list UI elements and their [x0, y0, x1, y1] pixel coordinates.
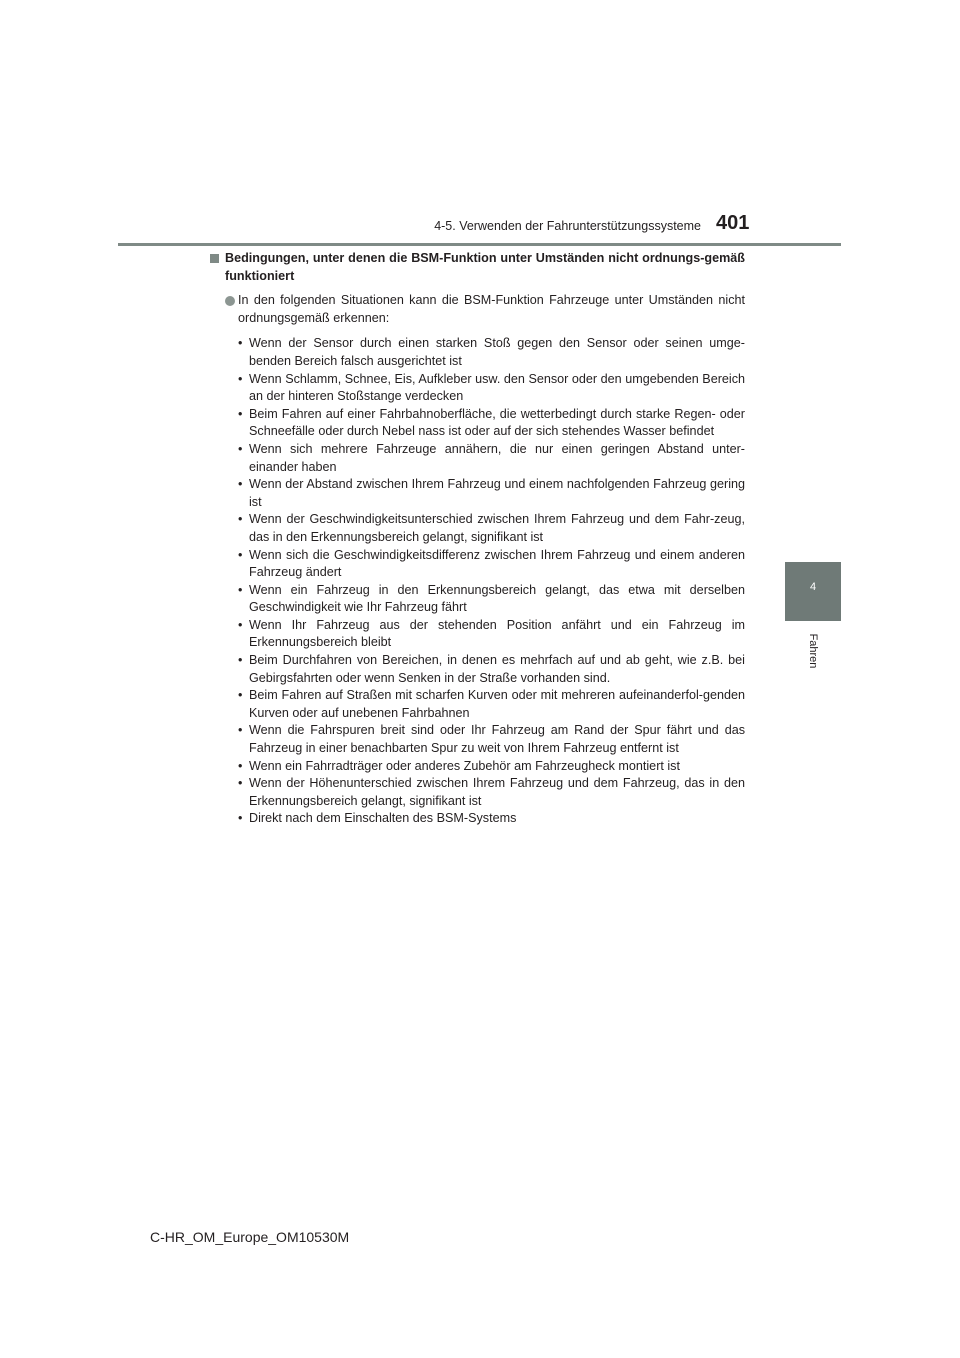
list-item: • Wenn der Höhenunterschied zwischen Ihrem Fahrzeug und dem Fahrzeug, das in den Erkennungsbereich gelangt, signifikant ist	[238, 776, 745, 808]
list-item: • Beim Durchfahren von Bereichen, in denen es mehrfach auf und ab geht, wie z.B. bei Gebirgsfahrten oder wenn Senken in der Straße vorhanden sind.	[238, 653, 745, 685]
chapter-label: Fahren	[807, 633, 819, 669]
round-bullet-icon	[225, 296, 235, 306]
chapter-number: 4	[809, 581, 817, 593]
list-item: • Wenn Ihr Fahrzeug aus der stehenden Position anfährt und ein Fahrzeug im Erkennungsbereich bleibt	[238, 617, 745, 650]
section-title: 4-5. Verwenden der Fahrunterstützungssysteme	[434, 219, 701, 233]
list-item: • Direkt nach dem Einschalten des BSM-Systems	[238, 811, 517, 826]
list-item: • Beim Fahren auf einer Fahrbahnoberfläche, die wetterbedingt durch starke Regen- oder Schneefälle oder durch Nebel nass ist oder auf der sich stehendes Wasser befindet	[238, 406, 745, 439]
section-heading	[210, 250, 745, 285]
section-heading-text: Bedingungen, unter denen die BSM-Funktion unter Umständen nicht ordnungs-gemäß funktioniert	[225, 251, 745, 283]
header-divider	[118, 243, 841, 246]
list-item: • Wenn ein Fahrzeug in den Erkennungsbereich gelangt, das etwa mit derselben Geschwindigkeit wie Ihr Fahrzeug fährt	[238, 582, 745, 615]
square-bullet-icon	[210, 254, 219, 263]
list-item: • Wenn sich die Geschwindigkeitsdifferenz zwischen Ihrem Fahrzeug und einem anderen Fahrzeug ändert	[238, 547, 745, 580]
list-item: • Wenn sich mehrere Fahrzeuge annähern, die nur einen geringen Abstand unter-einander haben	[238, 441, 745, 474]
list-item: • Wenn der Geschwindigkeitsunterschied zwischen Ihrem Fahrzeug und dem Fahr-zeug, das in den Erkennungsbereich gelangt, signifikant ist	[238, 512, 745, 544]
list-item: • Wenn ein Fahrradträger oder anderes Zubehör am Fahrzeugheck montiert ist	[238, 758, 680, 773]
list-item: • Wenn der Abstand zwischen Ihrem Fahrzeug und einem nachfolgenden Fahrzeug gering ist	[238, 477, 745, 509]
intro-paragraph	[210, 292, 745, 327]
list-item: • Beim Fahren auf Straßen mit scharfen Kurven oder mit mehreren aufeinanderfol-genden Kurven oder auf unebenen Fahrbahnen	[238, 688, 745, 720]
page-number: 401	[716, 212, 750, 234]
chapter-tab	[785, 562, 841, 621]
main-content	[210, 250, 745, 828]
list-item: • Wenn die Fahrspuren breit sind oder Ihr Fahrzeug am Rand der Spur fährt und das Fahrzeug in einer benachbarten Spur zu weit von Ihrem Fahrzeug entfernt ist	[238, 723, 745, 756]
list-item: • Wenn Schlamm, Schnee, Eis, Aufkleber usw. den Sensor oder den umgebenden Bereich an der hinteren Stoßstange verdecken	[238, 371, 745, 404]
intro-text: In den folgenden Situationen kann die BSM-Funktion Fahrzeuge unter Umständen nicht ordnungsgemäß erkennen:	[238, 293, 745, 325]
chapter-label-container	[805, 625, 821, 685]
document-id: C-HR_OM_Europe_OM10530M	[150, 1229, 350, 1245]
list-item: • Wenn der Sensor durch einen starken Stoß gegen den Sensor oder seinen umge-benden Bereich falsch ausgerichtet ist	[238, 336, 745, 368]
condition-list	[210, 335, 745, 828]
